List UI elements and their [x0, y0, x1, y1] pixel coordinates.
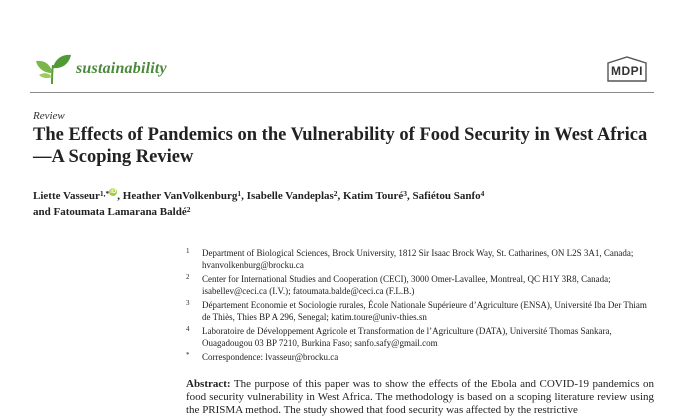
author-marks: 2 [186, 205, 191, 214]
author-marks: 3 [403, 189, 407, 198]
author-name: Liette Vasseur [33, 190, 100, 202]
author-name: Katim Touré [343, 190, 404, 202]
author-separator: , [241, 190, 247, 202]
affiliation-text: Laboratoire de Développement Agricole et Transformation de l’Agriculture (DATA), Université Thomas Sankara, Ouagadougou 03 BP 7210, Burkina Faso; sanfo.safy@gmail.com [202, 326, 612, 348]
author-list [33, 188, 653, 220]
correspondence-text: Correspondence: lvasseur@brocku.ca [202, 352, 339, 362]
affiliation-mark: * [186, 351, 190, 359]
leaf-sprout-icon [33, 51, 73, 87]
affiliations [186, 247, 656, 363]
author-separator: , [337, 190, 344, 202]
author-name: Isabelle Vandeplas [246, 190, 334, 202]
author-line-2 [33, 204, 653, 220]
author-line-1 [33, 188, 653, 204]
abstract-text: The purpose of this paper was to show the effects of the Ebola and COVID-19 pandemics on food security vulnerability in West Africa. The methodology is based on a scoping literature review using the PRISMA method. The study showed that food security was affected by the restrictive [186, 378, 654, 416]
affiliation-item [186, 247, 656, 271]
abstract [186, 378, 654, 417]
affiliation-text: Department of Biological Sciences, Brock University, 1812 Sir Isaac Brock Way, St. Catharines, ON L2S 3A1, Canada; hvanvolkenburg@brocku.ca [202, 248, 634, 270]
affiliation-item [186, 325, 656, 349]
affiliation-item [186, 299, 656, 323]
affiliation-item [186, 351, 656, 363]
affiliation-text: Département Economie et Sociologie rurales, École Nationale Supérieure d’Agriculture (ENSA), Université Iba Der Thiam de Thiès, Thies BP A 296, Senegal; katim.toure@univ-thies.sn [202, 300, 647, 322]
affiliation-mark: 2 [186, 273, 190, 281]
affiliation-mark: 3 [186, 299, 190, 307]
author-marks: 2 [333, 189, 338, 198]
affiliation-mark: 4 [186, 325, 190, 333]
author-marks: 1 [237, 189, 242, 198]
author-name: Safiétou Sanfo [412, 190, 481, 202]
author-marks: 1,* [99, 189, 110, 198]
abstract-label: Abstract: [186, 378, 231, 390]
header-divider [30, 92, 654, 93]
affiliation-mark: 1 [186, 247, 190, 255]
affiliation-item [186, 273, 656, 297]
affiliation-text: Center for International Studies and Cooperation (CECI), 3000 Omer-Lavallee, Montreal, QC H1Y 3R8, Canada; isabellev@ceci.ca (I.V.); fatoumata.balde@ceci.ca (F.L.B.) [202, 274, 611, 296]
publisher-logo [602, 55, 652, 85]
article-type: Review [33, 110, 65, 122]
author-name: and Fatoumata Lamarana Baldé [33, 206, 187, 218]
author-name: Heather VanVolkenburg [122, 190, 238, 202]
article-title: The Effects of Pandemics on the Vulnerability of Food Security in West Africa—A Scoping Review [33, 125, 648, 167]
journal-name: sustainability [76, 60, 167, 77]
author-separator: , [407, 190, 413, 202]
author-separator: , [117, 190, 123, 202]
publisher-name: MDPI [611, 64, 643, 78]
orcid-icon[interactable]: iD [110, 189, 117, 195]
author-marks: 4 [480, 189, 485, 198]
